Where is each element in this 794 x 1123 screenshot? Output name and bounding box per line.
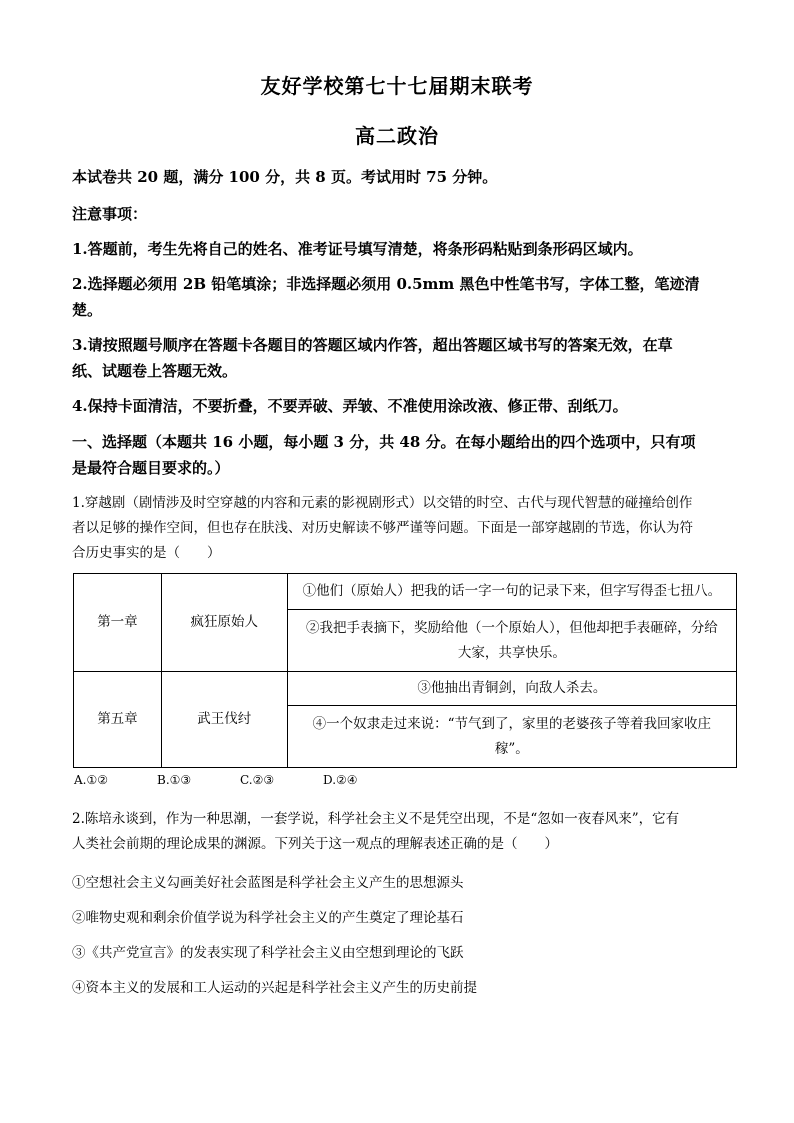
choice-d: D.②④ xyxy=(323,773,358,787)
note-3-line-2: 纸、试题卷上答题无效。 xyxy=(72,362,238,380)
section-heading-line-1: 一、选择题（本题共 16 小题，每小题 3 分，共 48 分。在每小题给出的四个选项中，只有项 xyxy=(72,433,696,451)
q2-stem-line-1: 2.陈培永谈到，作为一种思潮，一套学说，科学社会主义不是凭空出现，不是“忽如一夜春风来”，它有 xyxy=(72,811,680,827)
item-2-line-1: ②我把手表摘下，奖励给他（一个原始人），但他却把手表砸碎，分给 xyxy=(305,619,718,636)
item-cell-3 xyxy=(287,672,736,706)
table-row xyxy=(74,672,737,706)
q1-stem-line-3: 合历史事实的是（ ） xyxy=(72,545,221,561)
q1-stem-line-1: 1.穿越剧（剧情涉及时空穿越的内容和元素的影视剧形式）以交错的时空、古代与现代智慧的碰撞给创作 xyxy=(72,495,693,511)
exam-info: 本试卷共 20 题，满分 100 分，共 8 页。考试用时 75 分钟。 xyxy=(72,168,498,186)
chapter-cell: 第五章 xyxy=(74,672,162,768)
school-title: 友好学校第七十七届期末联考 xyxy=(260,74,534,98)
chapter-title-cell: 疯狂原始人 xyxy=(161,574,287,672)
note-2-line-1: 2.选择题必须用 2B 铅笔填涂；非选择题必须用 0.5mm 黑色中性笔书写，字体工整，笔迹清 xyxy=(72,275,700,293)
item-2-line-2: 大家，共享快乐。 xyxy=(457,644,566,661)
choice-c: C.②③ xyxy=(240,773,275,787)
notes-heading: 注意事项： xyxy=(72,205,148,223)
item-1-text: ①他们（原始人）把我的话一字一句的记录下来，但字写得歪七扭八。 xyxy=(302,583,722,599)
chapter-title-cell: 武王伐纣 xyxy=(161,672,287,768)
item-cell-1 xyxy=(287,574,736,610)
table-row xyxy=(74,574,737,610)
chapter-cell: 第一章 xyxy=(74,574,162,672)
choice-b: B.①③ xyxy=(157,773,192,787)
q1-table xyxy=(73,573,737,768)
note-1: 1.答题前，考生先将自己的姓名、准考证号填写清楚，将条形码粘贴到条形码区域内。 xyxy=(72,240,643,258)
q2-stem-line-2: 人类社会前期的理论成果的渊源。下列关于这一观点的理解表述正确的是（ ） xyxy=(72,836,558,852)
note-4: 4.保持卡面清洁，不要折叠，不要弄破、弄皱、不准使用涂改液、修正带、刮纸刀。 xyxy=(72,397,628,415)
q1-choices xyxy=(74,773,406,787)
note-3-line-1: 3.请按照题号顺序在答题卡各题目的答题区域内作答，超出答题区域书写的答案无效，在草 xyxy=(72,336,673,354)
q2-option-2: ②唯物史观和剩余价值学说为科学社会主义的产生奠定了理论基石 xyxy=(72,910,464,926)
item-cell-2 xyxy=(287,610,736,672)
q2-option-4: ④资本主义的发展和工人运动的兴起是科学社会主义产生的历史前提 xyxy=(72,980,477,996)
section-heading-line-2: 是最符合题目要求的。） xyxy=(72,459,230,477)
subject-title: 高二政治 xyxy=(355,124,439,148)
q2-option-3: ③《共产党宣言》的发表实现了科学社会主义由空想到理论的飞跃 xyxy=(72,945,464,961)
choice-a: A.①② xyxy=(74,773,108,787)
item-4-line-2: 稼”。 xyxy=(494,740,529,757)
item-4-line-1: ④一个奴隶走过来说：“节气到了，家里的老婆孩子等着我回家收庄 xyxy=(312,715,712,732)
item-3-text: ③他抽出青铜剑，向敌人杀去。 xyxy=(417,680,607,696)
q2-option-1: ①空想社会主义勾画美好社会蓝图是科学社会主义产生的思想源头 xyxy=(72,875,464,891)
item-cell-4 xyxy=(287,706,736,768)
note-2-line-2: 楚。 xyxy=(72,301,103,319)
q1-stem-line-2: 者以足够的操作空间，但也存在肤浅、对历史解读不够严谨等问题。下面是一部穿越剧的节选，你认为符 xyxy=(72,520,693,536)
